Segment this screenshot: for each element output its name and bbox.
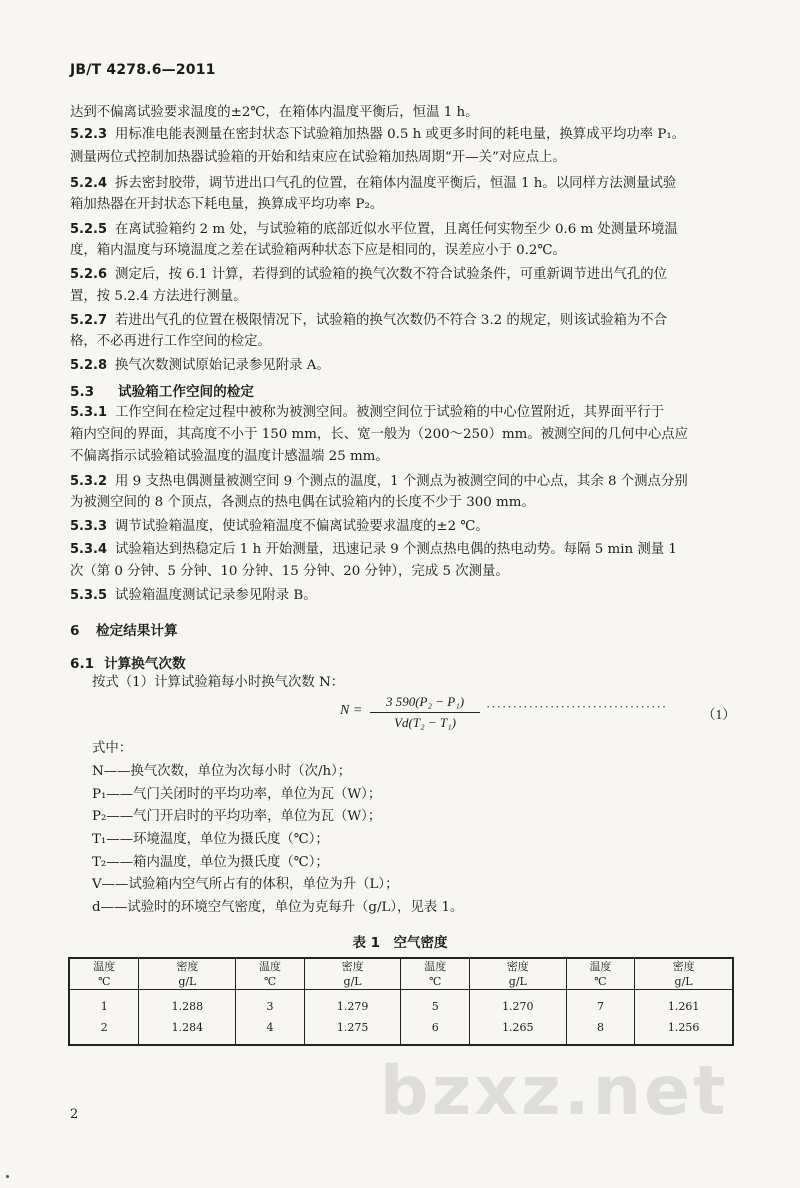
leader-dots: ··································	[486, 699, 668, 714]
table-cell: 2	[69, 1017, 139, 1045]
header-cell: 温度 ℃	[401, 958, 469, 990]
body-line: 次（第 0 分钟、5 分钟、10 分钟、15 分钟、20 分钟），完成 5 次测量。	[70, 564, 509, 579]
body-line: 测量两位式控制加热器试验箱的开始和结束应在试验箱加热周期“开—关”对应点上。	[70, 150, 566, 165]
page-number: 2	[70, 1107, 79, 1122]
air-density-table	[68, 957, 734, 1046]
table-cell: 1.256	[635, 1017, 733, 1045]
symbol-definition: T₁——环境温度，单位为摄氏度（℃）；	[92, 832, 329, 847]
section-6-heading: 6 检定结果计算	[70, 623, 178, 639]
table-row	[69, 990, 733, 1018]
standard-header: JB/T 4278.6—2011	[70, 62, 216, 78]
formula-intro: 按式（1）计算试验箱每小时换气次数 N：	[92, 675, 345, 690]
table-cell: 1	[69, 990, 139, 1018]
body-line: 为被测空间的 8 个顶点，各测点的热电偶在试验箱内的长度不少于 300 mm。	[70, 495, 535, 510]
header-cell: 温度 ℃	[69, 958, 139, 990]
header-cell: 密度 g/L	[635, 958, 733, 990]
clause-5-3-2: 5.3.2 用 9 支热电偶测量被测空间 9 个测点的温度，1 个测点为被测空间的中心点，其余 8 个测点分别	[70, 474, 688, 489]
symbol-definition: d——试验时的环境空气密度，单位为克每升（g/L），见表 1。	[92, 900, 464, 915]
formula-lhs: N =	[340, 703, 363, 718]
clause-5-2-5: 5.2.5 在离试验箱约 2 m 处，与试验箱的底部近似水平位置，且离任何实物至少 0.6 m 处测量环境温	[70, 222, 678, 237]
body-line: 置，按 5.2.4 方法进行测量。	[70, 289, 247, 304]
header-cell: 密度 g/L	[139, 958, 236, 990]
table-cell: 5	[401, 990, 469, 1018]
clause-5-3-1: 5.3.1 工作空间在检定过程中被称为被测空间。被测空间位于试验箱的中心位置附近，其界面平行于	[70, 405, 665, 420]
table-cell: 4	[236, 1017, 304, 1045]
where-label: 式中：	[92, 741, 133, 756]
fraction-bar	[370, 712, 480, 713]
body-line: 不偏离指示试验箱试验温度的温度计感温端 25 mm。	[70, 449, 389, 464]
table-cell: 1.284	[139, 1017, 236, 1045]
clause-5-2-7: 5.2.7 若进出气孔的位置在极限情况下，试验箱的换气次数仍不符合 3.2 的规定，则该试验箱为不合	[70, 313, 668, 328]
body-line: 箱内空间的界面，其高度不小于 150 mm，长、宽一般为（200～250）mm。被测空间的几何中心点应	[70, 427, 689, 442]
table-cell: 3	[236, 990, 304, 1018]
watermark: bzxz.net	[380, 1052, 729, 1131]
header-cell: 密度 g/L	[469, 958, 566, 990]
header-cell: 温度 ℃	[566, 958, 634, 990]
clause-5-2-4: 5.2.4 拆去密封胶带，调节进出口气孔的位置，在箱体内温度平衡后，恒温 1 h。以同样方法测量试验	[70, 176, 677, 191]
table-cell: 8	[566, 1017, 634, 1045]
symbol-definition: N——换气次数，单位为次每小时（次/h）；	[92, 764, 352, 779]
table-cell: 1.288	[139, 990, 236, 1018]
table-row	[69, 1017, 733, 1045]
body-line: 度，箱内温度与环境温度之差在试验箱两种状态下应是相同的，误差应小于 0.2℃。	[70, 243, 566, 258]
symbol-definition: T₂——箱内温度，单位为摄氏度（℃）；	[92, 855, 329, 870]
formula-fraction	[370, 693, 480, 732]
formula-denominator: Vd(T₂ − T₁)	[394, 715, 456, 730]
body-line: 达到不偏离试验要求温度的±2℃，在箱体内温度平衡后，恒温 1 h。	[70, 105, 479, 120]
formula-numerator: 3 590(P₂ − P₁)	[385, 694, 465, 709]
table-cell: 1.261	[635, 990, 733, 1018]
scan-speck	[6, 1175, 9, 1178]
symbol-definition: P₁——气门关闭时的平均功率，单位为瓦（W）；	[92, 787, 382, 802]
clause-5-3-5: 5.3.5 试验箱温度测试记录参见附录 B。	[70, 588, 317, 603]
table-cell: 6	[401, 1017, 469, 1045]
clause-5-2-6: 5.2.6 测定后，按 6.1 计算，若得到的试验箱的换气次数不符合试验条件，可重新调节进出气孔的位	[70, 267, 668, 282]
section-6-1-heading: 6.1 计算换气次数	[70, 656, 186, 672]
table-cell: 7	[566, 990, 634, 1018]
table-caption: 表 1 空气密度	[352, 935, 448, 951]
header-cell: 密度 g/L	[304, 958, 401, 990]
body-line: 格，不必再进行工作空间的检定。	[70, 334, 271, 349]
clause-5-2-3: 5.2.3 用标准电能表测量在密封状态下试验箱加热器 0.5 h 或更多时间的耗电量，换算成平均功率 P₁。	[70, 127, 686, 142]
symbol-definition: V——试验箱内空气所占有的体积，单位为升（L）；	[92, 877, 399, 892]
body-line: 箱加热器在开封状态下耗电量，换算成平均功率 P₂。	[70, 197, 384, 212]
symbol-definition: P₂——气门开启时的平均功率，单位为瓦（W）；	[92, 809, 382, 824]
table-cell: 1.275	[304, 1017, 401, 1045]
air-change-formula	[340, 693, 740, 733]
table-cell: 1.279	[304, 990, 401, 1018]
table-cell: 1.265	[469, 1017, 566, 1045]
table-cell: 1.270	[469, 990, 566, 1018]
header-cell: 温度 ℃	[236, 958, 304, 990]
table-header-row	[69, 958, 733, 990]
section-5-3-heading: 5.3 试验箱工作空间的检定	[70, 384, 254, 400]
clause-5-3-4: 5.3.4 试验箱达到热稳定后 1 h 开始测量，迅速记录 9 个测点热电偶的热电动势。每隔 5 min 测量 1	[70, 542, 677, 557]
clause-5-2-8: 5.2.8 换气次数测试原始记录参见附录 A。	[70, 358, 330, 373]
clause-5-3-3: 5.3.3 调节试验箱温度，使试验箱温度不偏离试验要求温度的±2 ℃。	[70, 519, 489, 534]
equation-number: （1）	[702, 707, 736, 722]
